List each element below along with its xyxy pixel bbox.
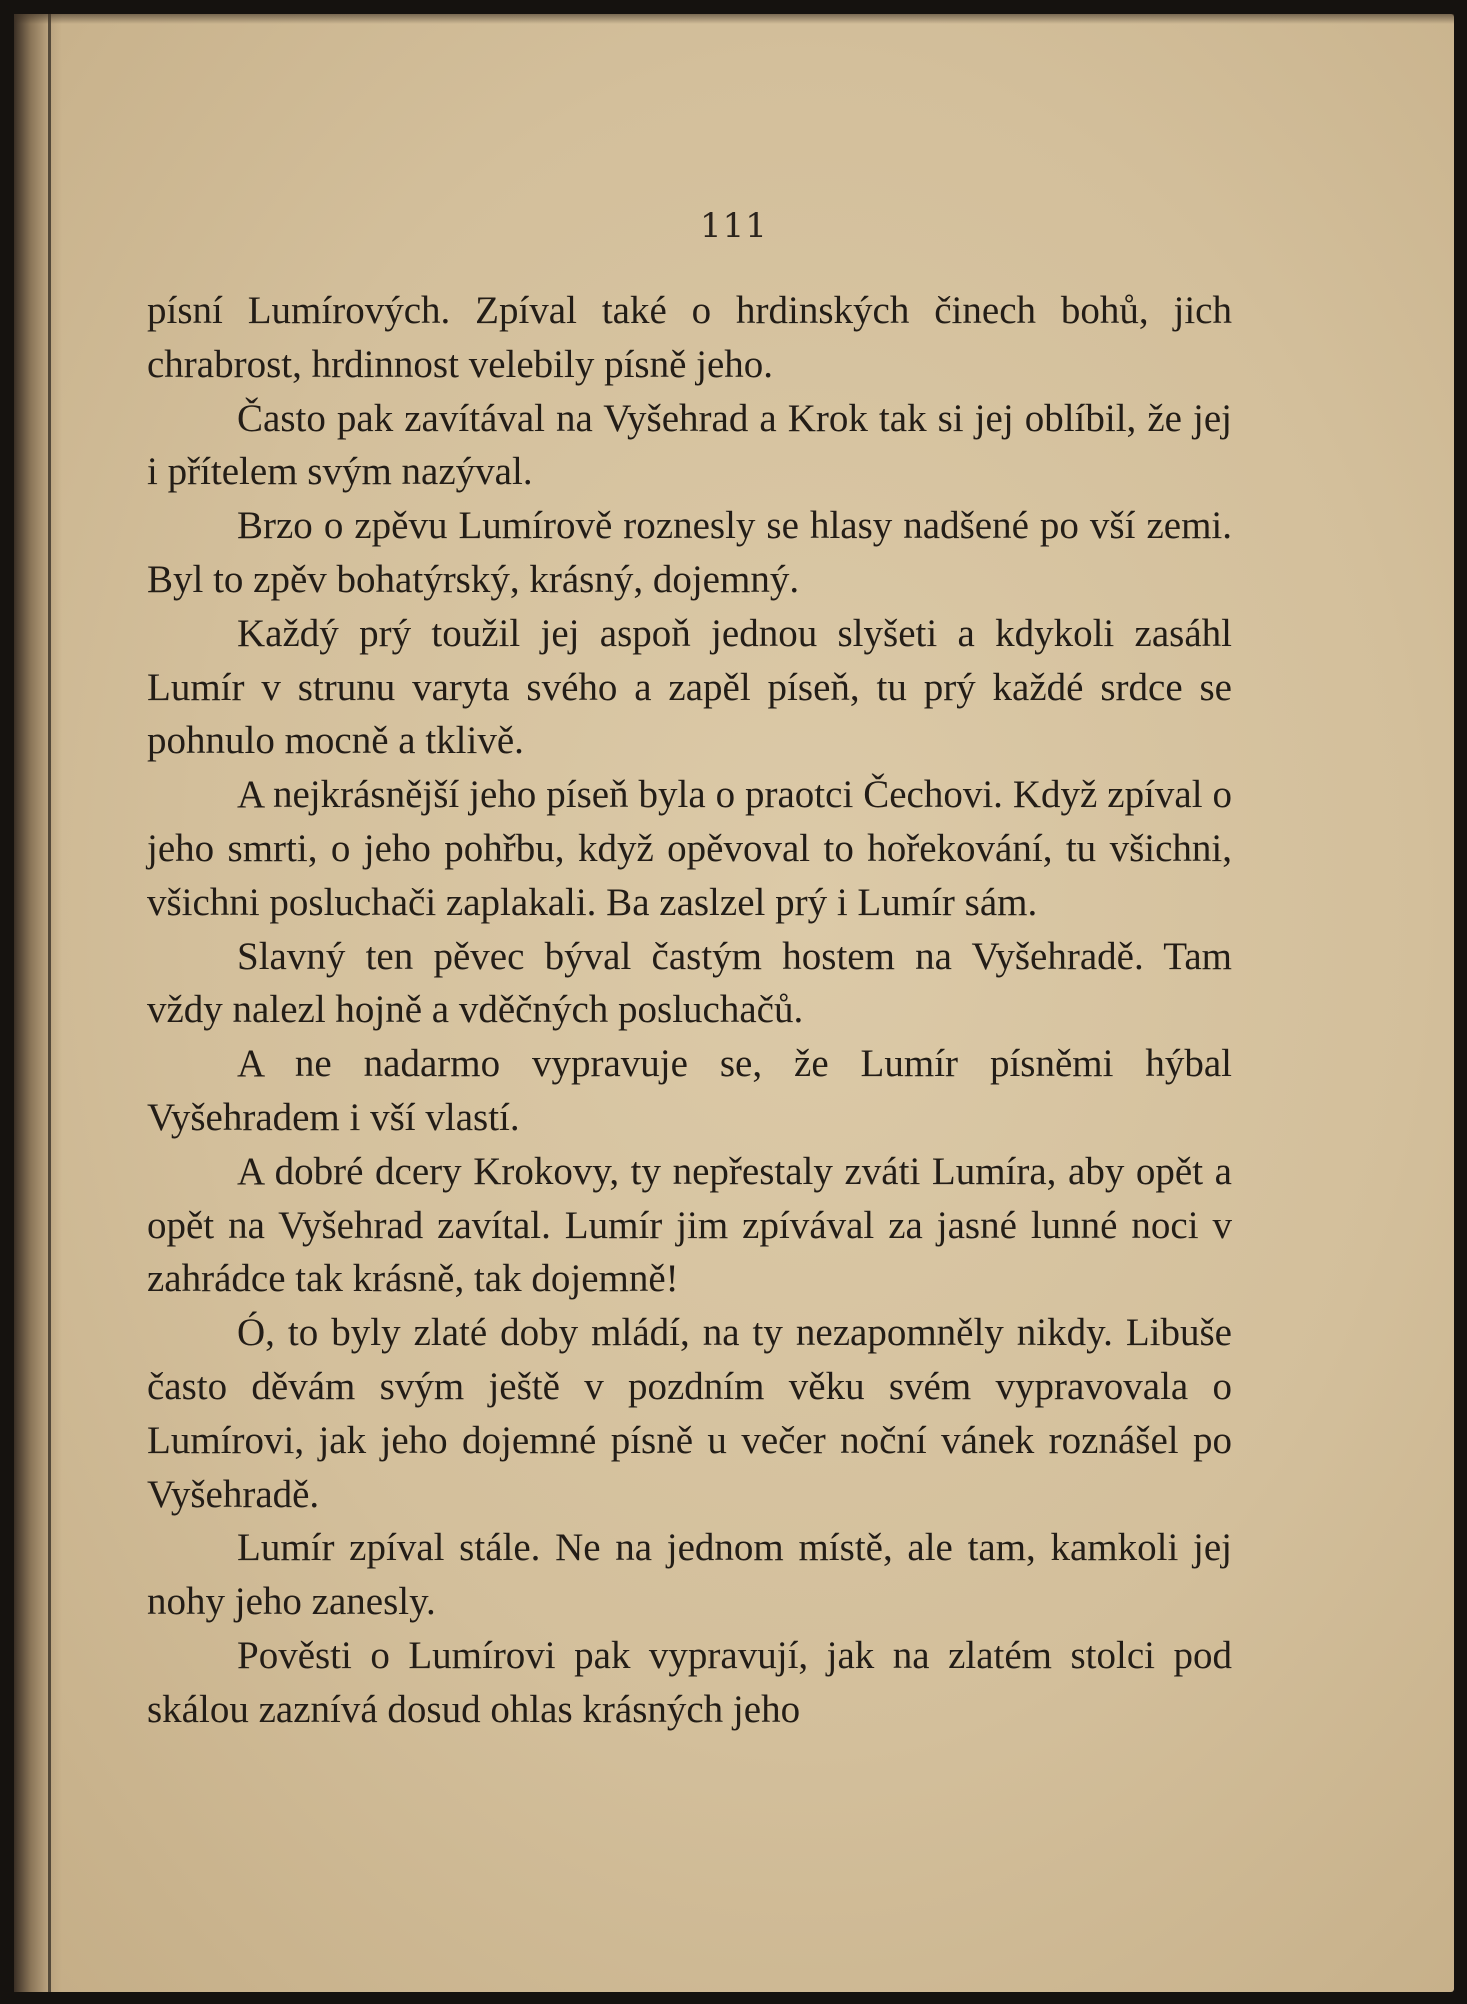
paragraph-9: Ó, to byly zlaté doby mládí, na ty nezapomněly nikdy. Libuše často děvám svým ještě v pozdním věku svém vypravovala o Lumírovi, jak jeho dojemné písně u večer noční vánek roznášel po Vyšehradě. [147,1311,1232,1516]
paragraph-4: Každý prý toužil jej aspoň jednou slyšeti a kdykoli zasáhl Lumír v strunu varyta svého a zapěl píseň, tu prý každé srdce se pohnulo mocně a tklivě. [147,611,1232,763]
paragraph-5: A nejkrásnější jeho píseň byla o praotci Čechovi. Když zpíval o jeho smrti, o jeho pohřbu, když opěvoval to hořekování, tu všichni, všichni posluchači zaplakali. Ba zaslzel prý i Lumír sám. [147,773,1232,924]
page-top-shadow [14,14,1454,24]
page-number: 111 [700,206,768,246]
paragraph-3: Brzo o zpěvu Lumírově roznesly se hlasy nadšené po vší zemi. Byl to zpěv bohatýrský, krásný, dojemný. [147,504,1232,601]
paragraph-11: Pověsti o Lumírovi pak vypravují, jak na zlatém stolci pod skálou zaznívá dosud ohlas krásných jeho [147,1633,1232,1731]
paragraph-7: A ne nadarmo vypravuje se, že Lumír písněmi hýbal Vyšehradem i vší vlastí. [147,1042,1232,1139]
book-page [14,14,1454,1992]
paragraph-2: Často pak zavítával na Vyšehrad a Krok tak si jej oblíbil, že jej i přítelem svým nazýval. [147,396,1232,494]
paragraph-10: Lumír zpíval stále. Ne na jednom místě, ale tam, kamkoli jej nohy jeho zanesly. [147,1526,1232,1624]
paragraph-6: Slavný ten pěvec býval častým hostem na Vyšehradě. Tam vždy nalezl hojně a vděčných posluchačů. [147,934,1232,1032]
book-gutter [14,14,62,1992]
binding-edge [48,14,51,1992]
body-text [147,284,1232,1737]
paragraph-1: písní Lumírových. Zpíval také o hrdinských činech bohů, jich chrabrost, hrdinnost velebily písně jeho. [147,289,1232,386]
paragraph-8: A dobré dcery Krokovy, ty nepřestaly zváti Lumíra, aby opět a opět na Vyšehrad zavítal. Lumír jim zpívával za jasné lunné noci v zahrádce tak krásně, tak dojemně! [147,1149,1232,1301]
